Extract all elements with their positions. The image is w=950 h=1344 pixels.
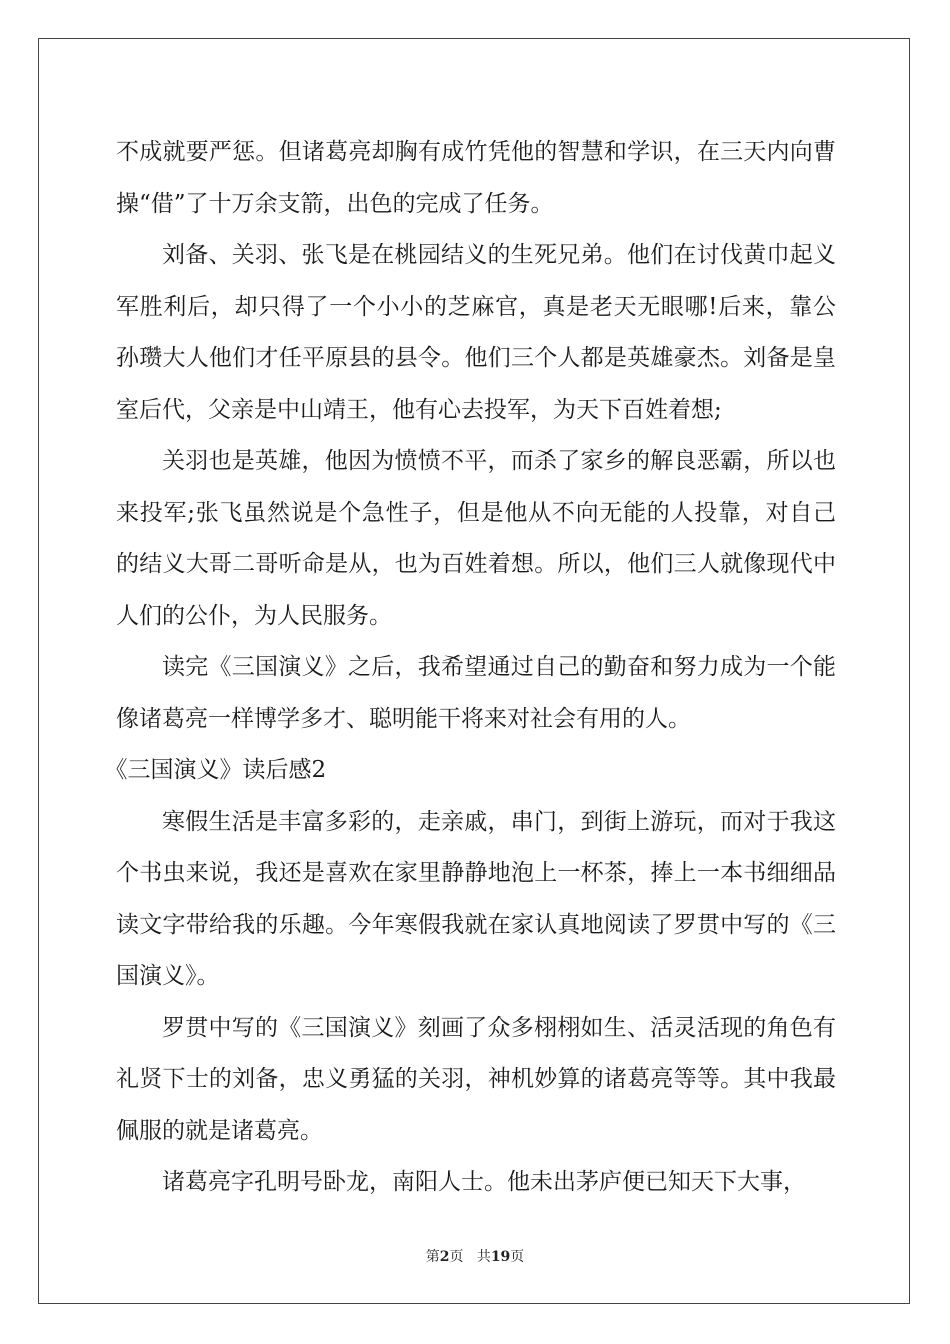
page-footer [0,1246,950,1266]
paragraph-2: 刘备、关羽、张飞是在桃园结义的生死兄弟。他们在讨伐黄巾起义军胜利后，却只得了一个小小的芝麻官，真是老天无眼哪!后来，靠公孙瓒大人他们才任平原县的县令。他们三个人都是英雄豪杰。刘备是皇室后代，父亲是中山靖王，他有心去投军，为天下百姓着想; [116,242,836,423]
total-suffix: 页 [510,1249,525,1265]
paragraph-6: 罗贯中写的《三国演义》刻画了众多栩栩如生、活灵活现的角色有礼贤下士的刘备，忠义勇猛的关羽，神机妙算的诸葛亮等等。其中我最佩服的就是诸葛亮。 [116,1014,836,1144]
document-body [104,127,836,1209]
total-prefix: 共 [476,1249,491,1265]
section-heading: 《三国演义》读后感2 [104,757,327,783]
paragraph-1: 不成就要严惩。但诸葛亮却胸有成竹凭他的智慧和学识，在三天内向曹操“借”了十万余支箭，出色的完成了任务。 [116,139,836,217]
paragraph-3: 关羽也是英雄，他因为愤愤不平，而杀了家乡的解良恶霸，所以也来投军;张飞虽然说是个急性子，但是他从不向无能的人投靠，对自己的结义大哥二哥听命是从，也为百姓着想。所以，他们三人就像现代中人们的公仆，为人民服务。 [116,448,836,629]
page-prefix: 第 [425,1249,440,1265]
paragraph-7: 诸葛亮字孔明号卧龙，南阳人士。他未出茅庐便已知天下大事， [162,1169,806,1195]
total-pages: 19 [490,1249,511,1265]
paragraph-5: 寒假生活是丰富多彩的，走亲戚，串门，到街上游玩，而对于我这个书虫来说，我还是喜欢在家里静静地泡上一杯茶，捧上一本书细细品读文字带给我的乐趣。今年寒假我就在家认真地阅读了罗贯中写的《三国演义》。 [116,808,836,989]
page-suffix: 页 [449,1249,464,1265]
paragraph-4: 读完《三国演义》之后，我希望通过自己的勤奋和努力成为一个能像诸葛亮一样博学多才、聪明能干将来对社会有用的人。 [116,654,836,732]
page-number: 2 [439,1249,450,1265]
